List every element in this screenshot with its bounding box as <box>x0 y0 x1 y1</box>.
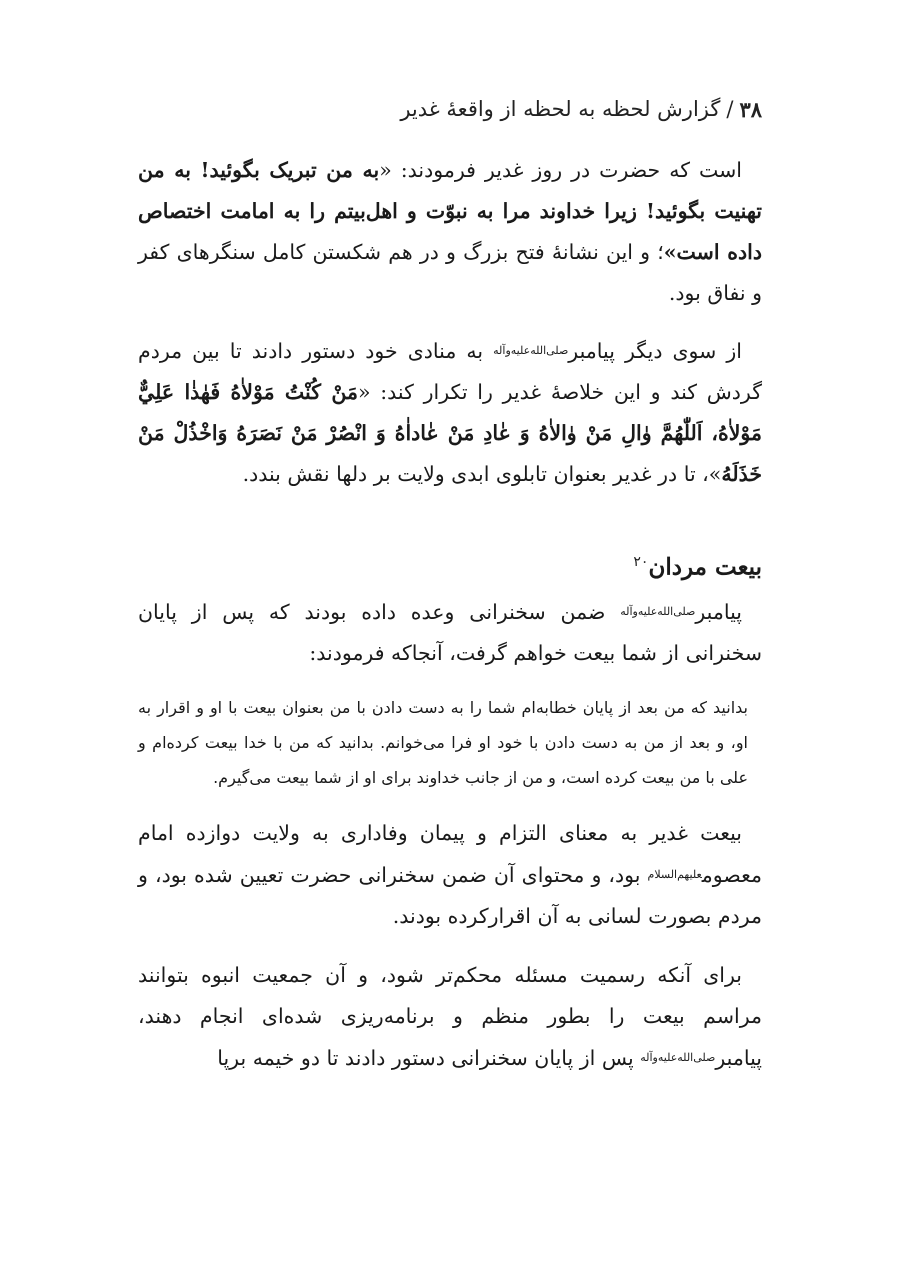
paragraph-3 <box>138 591 762 674</box>
paragraph-2-text-c: »، تا در غدیر بعنوان تابلوی ابدی ولایت بر دلها نقش بندد. <box>242 462 722 486</box>
block-quote: بدانید که من بعد از پایان خطابه‌ام شما را به دست دادن با من بعنوان بیعت با او و اقرار به او، و بعد از من به دست دادن با خود او فرا می‌خوانم. بدانید که من با خدا بیعت کرده‌ام و علی با من بیعت کرده است، و من از جانب خداوند برای او از شما بیعت می‌گیرم. <box>138 697 748 787</box>
section-heading-text: بیعت مردان <box>648 553 762 581</box>
honorific-prophet: صلى‌الله‌عليه‌وآله <box>640 1050 716 1064</box>
paragraph-1-text-b: ؛ و این نشانهٔ فتح بزرگ و در هم شکستن کامل سنگرهای کفر و نفاق بود. <box>138 240 762 305</box>
ghadir-hadith-arabic: مَنْ كُنْتُ مَوْلاٰهُ فَهٰذٰا عَلِيٌّ مَوْلاٰهُ، اَللّٰهُمَّ وٰالِ مَنْ وٰالاٰهُ وَ عٰادِ مَنْ عٰاداٰهُ وَ انْصُرْ مَنْ نَصَرَهُ وَاخْذُلْ مَنْ خَذَلَهُ <box>138 380 762 486</box>
running-title: گزارش لحظه به لحظه از واقعهٔ غدیر <box>400 97 721 121</box>
paragraph-4-text-b: بود، و محتوای آن ضمن سخنرانی حضرت تعیین شده بود، و مردم بصورت لسانی به آن اقرارکرده بودند. <box>138 862 762 928</box>
paragraph-4 <box>138 813 762 937</box>
page-header <box>138 92 762 126</box>
paragraph-2-text-a: از سوی دیگر پیامبر <box>568 339 742 363</box>
paragraph-3-text-a: پیامبر <box>695 599 742 624</box>
prophet-quote-bold: به من تبریک بگوئید! به من تهنیت بگوئید! زیرا خداوند مرا به نبوّت و اهل‌بیتم را به امامت اختصاص داده است» <box>138 158 763 264</box>
page-number: ۳۸ <box>739 96 762 122</box>
paragraph-5-text-b: پس از پایان سخنرانی دستور دادند تا دو خیمه برپا <box>217 1045 641 1070</box>
section-heading <box>138 543 762 587</box>
paragraph-2 <box>138 330 762 495</box>
honorific-imams: عليهم‌السلام <box>647 867 702 881</box>
paragraph-4-text-a: بیعت غدیر به معنای التزام و پیمان وفاداری به ولایت دوازده امام معصوم <box>138 820 762 887</box>
honorific-prophet: صلى‌الله‌عليه‌وآله <box>620 604 696 618</box>
footnote-marker: ۲۰ <box>633 554 649 570</box>
paragraph-1-text-a: است که حضرت در روز غدیر فرمودند: « <box>379 158 742 182</box>
paragraph-2-text-b: به منادی خود دستور دادند تا بین مردم گردش کند و این خلاصهٔ غدیر را تکرار کند: « <box>138 339 762 404</box>
header-separator: / <box>726 97 734 121</box>
paragraph-3-text-b: ضمن سخنرانی وعده داده بودند که پس از پایان سخنرانی از شما بیعت خواهم گرفت، آنجاکه فرمودند: <box>138 599 762 665</box>
page-body <box>138 150 762 1079</box>
paragraph-1 <box>138 150 762 314</box>
paragraph-5-text-a: برای آنکه رسمیت مسئله محکم‌تر شود، و آن جمعیت انبوه بتوانند مراسم بیعت را بطور منظم و برنامه‌ریزی شده‌ای انجام دهند، پیامبر <box>138 962 762 1070</box>
honorific-prophet: صلى‌الله‌عليه‌وآله <box>493 344 569 357</box>
paragraph-5 <box>138 955 762 1079</box>
